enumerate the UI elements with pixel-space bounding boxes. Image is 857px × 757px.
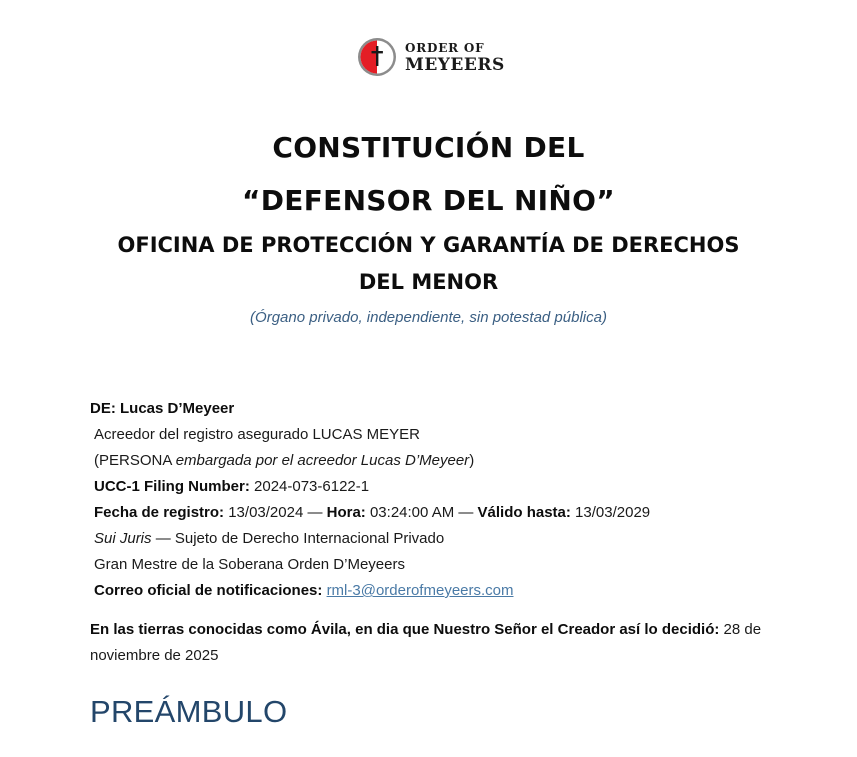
sui-juris-label: Sui Juris <box>94 530 152 547</box>
sender-label: DE: Lucas D’Meyeer <box>90 400 235 417</box>
persona-line <box>90 448 650 474</box>
creditor-line: Acreedor del registro asegurado LUCAS MEYER <box>94 426 420 443</box>
gran-mestre-line: Gran Mestre de la Soberana Orden D’Meyeers <box>94 556 405 573</box>
hora-value: 03:24:00 AM — <box>365 504 478 521</box>
hora-label: Hora: <box>326 504 366 521</box>
document-title-line1: CONSTITUCIÓN DEL <box>272 131 585 164</box>
persona-suffix: ) <box>469 452 475 469</box>
document-subtitle-line1: OFICINA DE PROTECCIÓN Y GARANTÍA DE DERECHOS <box>117 233 740 257</box>
valido-value: 13/03/2029 <box>570 504 651 521</box>
order-emblem-icon <box>357 37 397 77</box>
valido-label: Válido hasta: <box>477 504 571 521</box>
correo-label: Correo oficial de notificaciones: <box>94 582 323 599</box>
order-logo <box>357 37 505 77</box>
ucc-label: UCC-1 Filing Number: <box>94 478 250 495</box>
ucc-line <box>90 474 650 500</box>
place-date-label: En las tierras conocidas como Ávila, en dia que Nuestro Señor el Creador así lo decidió: <box>90 621 720 638</box>
persona-italic: embargada por el acreedor Lucas D’Meyeer <box>175 452 470 469</box>
place-date-value: 28 de noviembre de 2025 <box>90 621 762 664</box>
section-heading: PREÁMBULO <box>90 694 288 729</box>
correo-line <box>90 578 650 604</box>
sender-block <box>90 396 650 604</box>
sui-juris-text: — Sujeto de Derecho Internacional Privado <box>151 530 445 547</box>
persona-prefix: (PERSONA <box>94 452 176 469</box>
document-subtitle-line2: DEL MENOR <box>358 270 499 294</box>
fecha-label: Fecha de registro: <box>94 504 225 521</box>
document-title-line2: “DEFENSOR DEL NIÑO” <box>242 184 615 217</box>
sui-juris-line <box>90 526 650 552</box>
ucc-value: 2024-073-6122-1 <box>249 478 370 495</box>
logo-text-line2: MEYEERS <box>405 55 505 75</box>
registration-line <box>90 500 650 526</box>
place-date-paragraph <box>90 617 780 669</box>
document-note: (Órgano privado, independiente, sin potestad pública) <box>250 309 607 326</box>
logo-text-line1: ORDER OF <box>405 41 485 55</box>
correo-email-link[interactable]: rml-3@orderofmeyeers.com <box>326 582 514 599</box>
fecha-value: 13/03/2024 — <box>224 504 327 521</box>
